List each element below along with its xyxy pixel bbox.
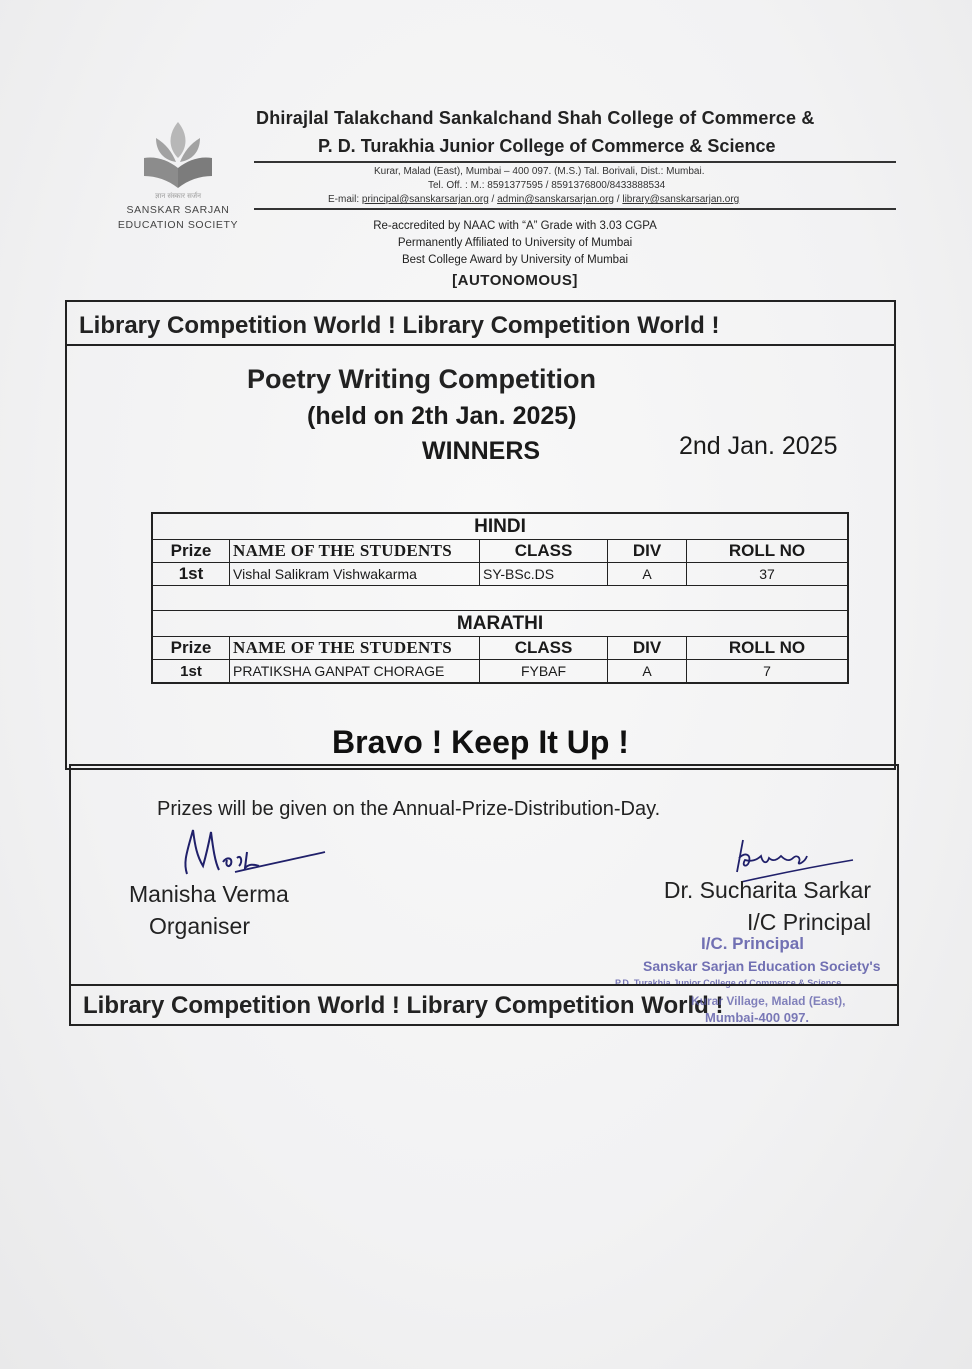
notice-date: 2nd Jan. 2025 xyxy=(679,432,838,460)
cell-roll: 7 xyxy=(687,660,849,684)
col-roll: ROLL NO xyxy=(687,637,849,660)
cell-div: A xyxy=(608,660,687,684)
table-row xyxy=(152,563,848,586)
col-prize: Prize xyxy=(152,540,230,563)
signature-frame xyxy=(69,764,899,1026)
col-div: DIV xyxy=(608,540,687,563)
principal-role: I/C Principal xyxy=(747,909,871,935)
held-on-date: (held on 2th Jan. 2025) xyxy=(307,402,577,430)
email-principal[interactable]: principal@sanskarsarjan.org xyxy=(361,194,489,205)
stamp-principal: I/C. Principal xyxy=(701,934,804,953)
college-name-line2: P. D. Turakhia Junior College of Commerce & Science xyxy=(318,136,776,156)
cell-class: SY-BSc.DS xyxy=(480,563,608,586)
notice-frame xyxy=(65,300,896,770)
email-admin[interactable]: admin@sanskarsarjan.org xyxy=(497,194,614,205)
section-marathi: MARATHI xyxy=(152,611,848,637)
winners-heading: WINNERS xyxy=(422,437,541,465)
principal-block xyxy=(641,874,871,938)
society-logo xyxy=(112,118,244,231)
col-class: CLASS xyxy=(480,637,608,660)
college-name-line1: Dhirajlal Talakchand Sankalchand Shah College of Commerce & xyxy=(256,108,815,128)
stamp-city: Mumbai-400 097. xyxy=(705,1010,810,1025)
cell-roll: 37 xyxy=(687,563,849,586)
email-separator: / xyxy=(614,194,623,205)
banner-bottom: Library Competition World ! Library Competition World ! xyxy=(71,984,897,1024)
header-rule-bottom xyxy=(254,208,896,210)
winners-table xyxy=(151,512,849,684)
prizes-note: Prizes will be given on the Annual-Prize-Distribution-Day. xyxy=(157,798,661,820)
col-name: NAME OF THE STUDENTS xyxy=(230,637,480,660)
organiser-block xyxy=(129,878,289,942)
bravo-message: Bravo ! Keep It Up ! xyxy=(332,724,629,760)
stamp-address: Kurar Village, Malad (East), xyxy=(691,994,846,1008)
email-separator: / xyxy=(488,194,498,205)
accreditation-award: Best College Award by University of Mumbai xyxy=(401,254,629,266)
table-spacer xyxy=(152,586,848,611)
accreditation-affiliation: Permanently Affiliated to University of Mumbai xyxy=(397,237,633,249)
section-hindi: HINDI xyxy=(152,513,848,540)
autonomous-label: [AUTONOMOUS] xyxy=(452,272,578,289)
cell-class: FYBAF xyxy=(480,660,608,684)
cell-name: Vishal Salikram Vishwakarma xyxy=(230,563,480,586)
college-phone: Tel. Off. : M.: 8591377595 / 8591376800/8433888534 xyxy=(428,180,666,191)
col-div: DIV xyxy=(608,637,687,660)
society-name-line2: EDUCATION SOCIETY xyxy=(117,219,239,231)
table-row xyxy=(152,660,848,684)
accreditation-naac: Re-accredited by NAAC with “A” Grade with 3.03 CGPA xyxy=(373,220,657,232)
competition-title: Poetry Writing Competition xyxy=(247,364,596,394)
society-name-line1: SANSKAR SARJAN xyxy=(126,204,230,216)
col-name: NAME OF THE STUDENTS xyxy=(230,540,480,563)
cell-div: A xyxy=(608,563,687,586)
cell-prize: 1st xyxy=(152,660,230,684)
cell-prize: 1st xyxy=(152,563,230,586)
col-prize: Prize xyxy=(152,637,230,660)
organiser-signature xyxy=(179,822,329,884)
banner-top: Library Competition World ! Library Competition World ! xyxy=(67,302,894,346)
email-library[interactable]: library@sanskarsarjan.org xyxy=(622,194,740,205)
principal-name: Dr. Sucharita Sarkar xyxy=(663,877,871,903)
stamp-college: P.D. Turakhia Junior College of Commerce & Science xyxy=(615,978,842,988)
table-header-row xyxy=(152,637,848,660)
email-label: E-mail: xyxy=(328,194,360,205)
college-emails xyxy=(328,194,739,205)
col-class: CLASS xyxy=(480,540,608,563)
header-rule-top xyxy=(254,161,896,163)
table-header-row xyxy=(152,540,848,563)
lotus-book-icon xyxy=(138,118,218,190)
cell-name: PRATIKSHA GANPAT CHORAGE xyxy=(230,660,480,684)
accreditation-block xyxy=(340,218,690,289)
organiser-role: Organiser xyxy=(149,913,250,939)
organiser-name: Manisha Verma xyxy=(129,881,289,907)
stamp-society: Sanskar Sarjan Education Society's xyxy=(643,958,881,974)
college-address: Kurar, Malad (East), Mumbai – 400 097. (M.S.) Tal. Borivali, Dist.: Mumbai. xyxy=(374,166,705,177)
logo-tagline: ज्ञान संस्कार सर्जन xyxy=(155,192,201,200)
col-roll: ROLL NO xyxy=(687,540,849,563)
